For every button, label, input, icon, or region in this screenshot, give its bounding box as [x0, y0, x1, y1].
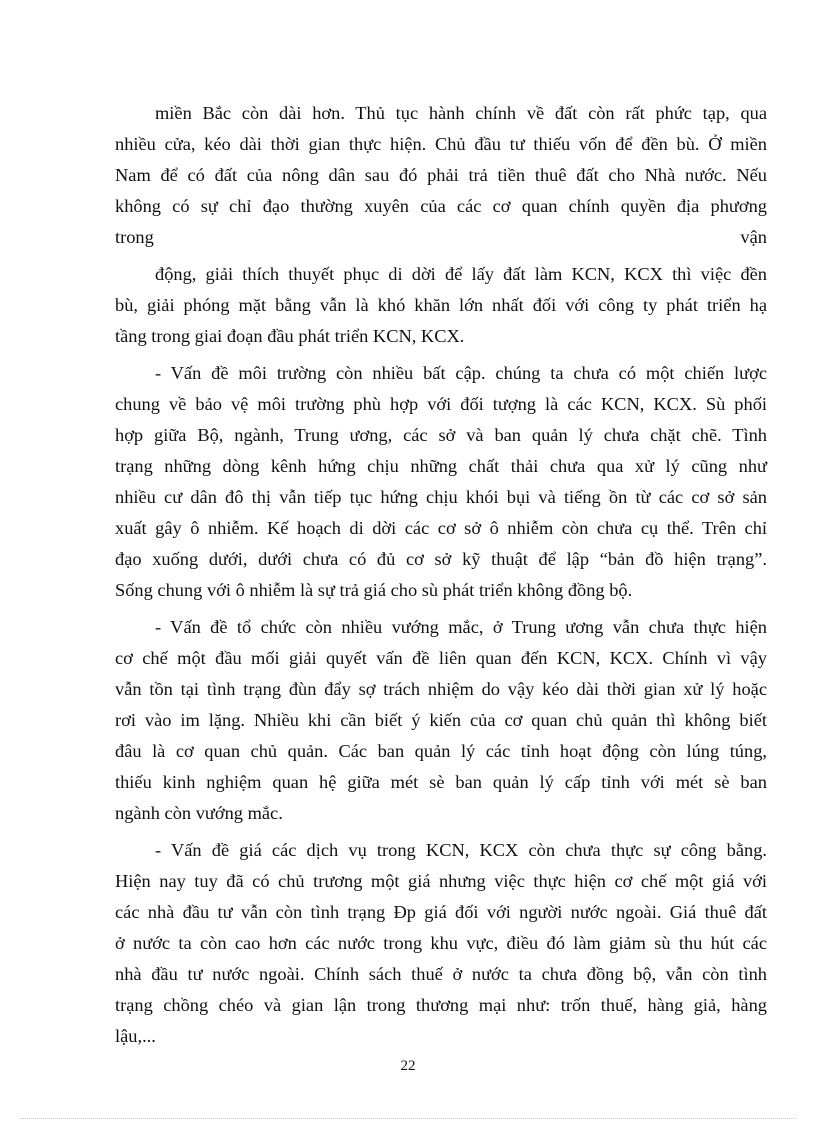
text-line: miền Bắc còn dài hơn. Thủ tục hành chính về đất còn rất phức tạp, qua — [155, 103, 767, 123]
text-line: Sống chung với ô nhiễm là sự trả giá cho sù phát triển không đồng bộ. — [115, 580, 633, 600]
text-line: ngành còn vướng mắc. — [115, 803, 283, 823]
text-line: - Vấn đề tổ chức còn nhiều vướng mắc, ở Trung ương vẫn chưa thực hiện — [155, 617, 767, 637]
text-line: lậu,... — [115, 1026, 156, 1046]
text-line: trong vận — [115, 227, 767, 247]
text-line: thiếu kinh nghiệm quan hệ giữa mét sè ban quản lý cấp tỉnh với mét sè ban — [115, 772, 767, 792]
text-line: ở nước ta còn cao hơn các nước trong khu vực, điều đó làm giảm sù thu hút các — [115, 933, 767, 953]
text-line: xuất gây ô nhiễm. Kế hoạch di dời các cơ sở ô nhiễm còn chưa cụ thể. Trên chỉ — [115, 518, 767, 538]
text-line: đâu là cơ quan chủ quản. Các ban quản lý các tỉnh hoạt động còn lúng túng, — [115, 741, 767, 761]
page-number: 22 — [400, 1058, 416, 1074]
text-line: không có sự chỉ đạo thường xuyên của các cơ quan chính quyền địa phương — [115, 196, 767, 216]
text-line: đạo xuống dưới, dưới chưa có đủ cơ sở kỹ thuật để lập “bản đồ hiện trạng”. — [115, 549, 767, 569]
text-line: bù, giải phóng mặt bằng vẫn là khó khăn lớn nhất đối với công ty phát triển hạ — [115, 295, 767, 315]
page-bottom-rule — [20, 1118, 796, 1119]
text-line: tầng trong giai đoạn đầu phát triển KCN, KCX. — [115, 326, 465, 346]
text-line: - Vấn đề giá các dịch vụ trong KCN, KCX còn chưa thực sự công bằng. — [155, 840, 767, 860]
text-line: rơi vào im lặng. Nhiều khi cần biết ý kiến của cơ quan chủ quản thì không biết — [115, 710, 767, 730]
text-line: trạng chồng chéo và gian lận trong thương mại như: trốn thuế, hàng giả, hàng — [115, 995, 767, 1015]
text-line: cơ chế một đầu mối giải quyết vấn đề liên quan đến KCN, KCX. Chính vì vậy — [115, 648, 767, 668]
text-line: các nhà đầu tư vẫn còn tình trạng Đp giá đối với người nước ngoài. Giá thuê đất — [115, 902, 767, 922]
text-line: Nam để có đất của nông dân sau đó phải trả tiền thuê đất cho Nhà nước. Nếu — [115, 165, 767, 185]
text-line: chung về bảo vệ môi trường phù hợp với đối tượng là các KCN, KCX. Sù phối — [115, 394, 767, 414]
text-line: - Vấn đề môi trường còn nhiều bất cập. chúng ta chưa có một chiến lược — [155, 363, 767, 383]
text-line: vẫn tồn tại tình trạng đùn đẩy sợ trách nhiệm do vậy kéo dài thời gian xử lý hoặc — [115, 679, 767, 699]
text-line: nhiều cửa, kéo dài thời gian thực hiện. Chủ đầu tư thiếu vốn để đền bù. Ở miền — [115, 134, 767, 154]
text-line: nhà đầu tư nước ngoài. Chính sách thuế ở nước ta chưa đồng bộ, vẫn còn tình — [115, 964, 767, 984]
text-line: hợp giữa Bộ, ngành, Trung ương, các sở và ban quản lý chưa chặt chẽ. Tình — [115, 425, 767, 445]
text-line: động, giải thích thuyết phục di dời để lấy đất làm KCN, KCX thì việc đền — [155, 264, 767, 284]
text-line: trạng những dòng kênh hứng chịu những chất thải chưa qua xử lý cũng như — [115, 456, 767, 476]
text-line: nhiều cư dân đô thị vẫn tiếp tục hứng chịu khói bụi và tiếng ồn từ các cơ sở sản — [115, 487, 767, 507]
text-line: Hiện nay tuy đã có chủ trương một giá nhưng việc thực hiện cơ chế một giá với — [115, 871, 767, 891]
